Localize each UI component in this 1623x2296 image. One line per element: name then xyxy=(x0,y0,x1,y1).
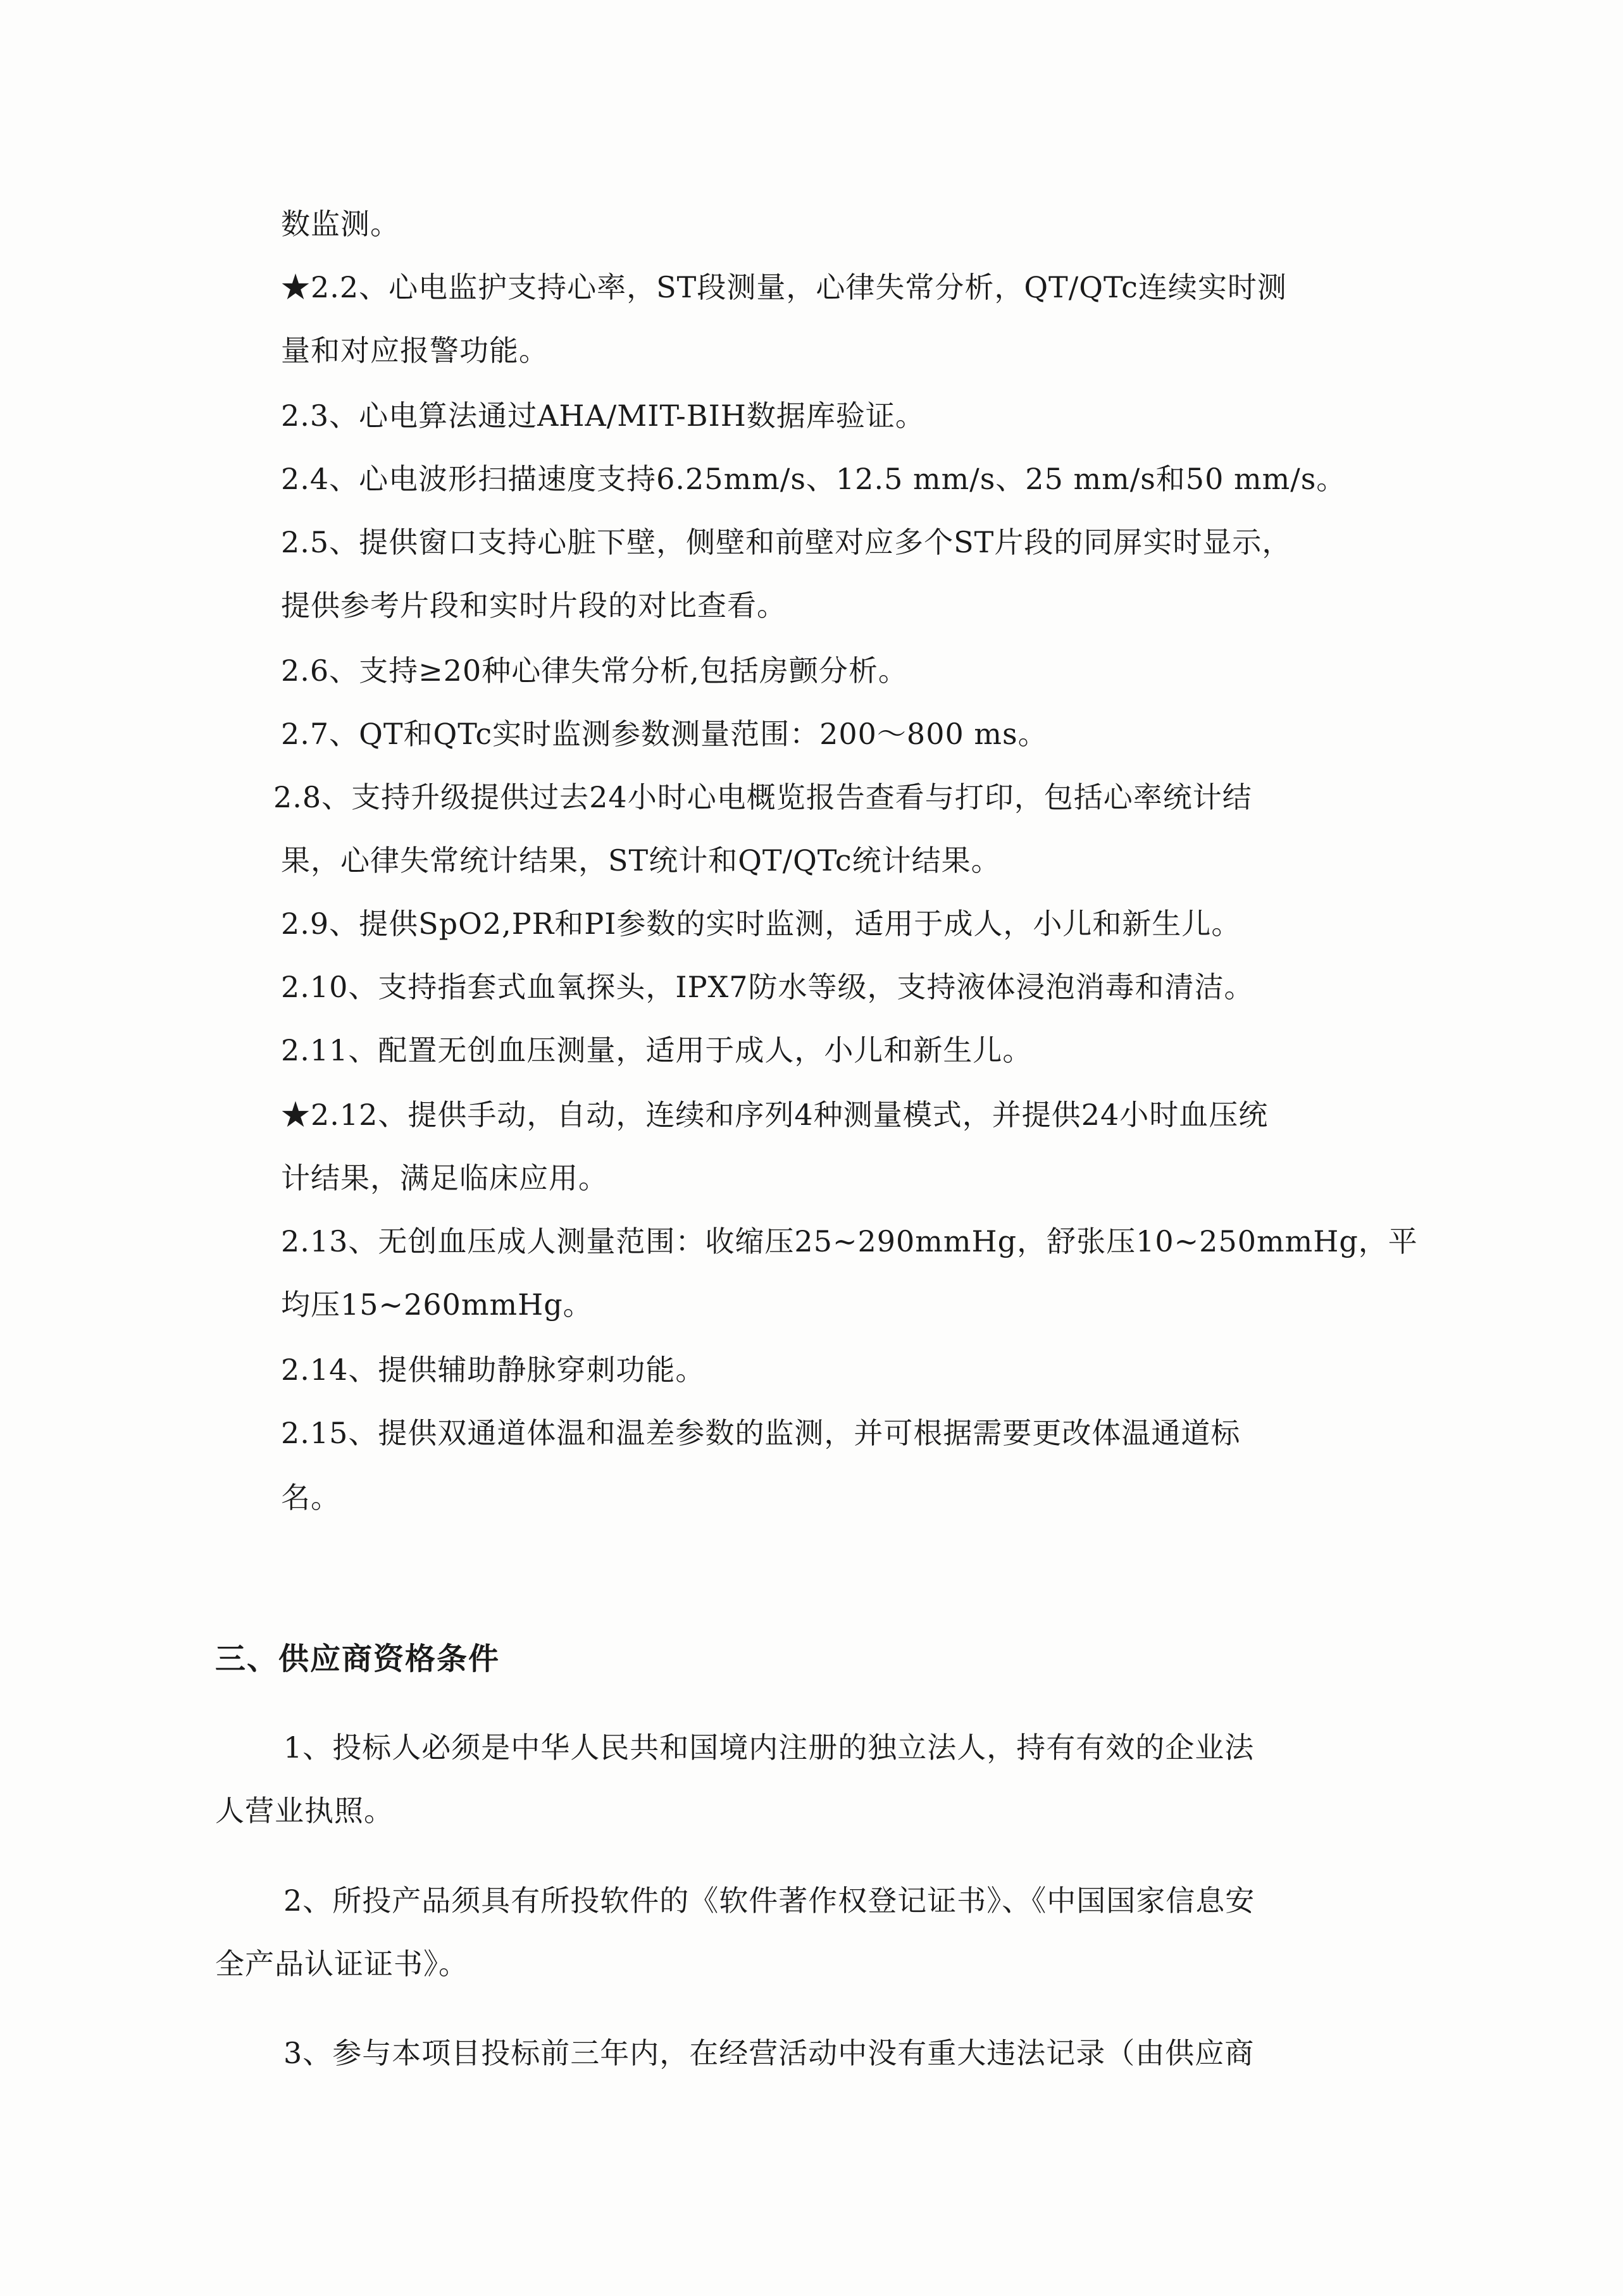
text-line: 2.14、提供辅助静脉穿刺功能。 xyxy=(281,1353,706,1387)
text-line: 2.10、支持指套式血氧探头，IPX7防水等级，支持液体浸泡消毒和清洁。 xyxy=(281,970,1254,1004)
text-line: 1、投标人必须是中华人民共和国境内注册的独立法人，持有有效的企业法 xyxy=(283,1730,1255,1765)
text-line: 2.4、心电波形扫描速度支持6.25mm/s、12.5 mm/s、25 mm/s和50 mm/s。 xyxy=(281,462,1346,496)
text-line: 2.13、无创血压成人测量范围：收缩压25~290mmHg，舒张压10~250mmHg，平 xyxy=(281,1224,1418,1258)
text-line: 计结果，满足临床应用。 xyxy=(281,1161,608,1195)
text-line: 提供参考片段和实时片段的对比查看。 xyxy=(281,588,787,623)
text-line: 2.9、提供SpO2,PR和PI参数的实时监测，适用于成人，小儿和新生儿。 xyxy=(281,907,1241,941)
text-line: ★2.2、心电监护支持心率，ST段测量，心律失常分析，QT/QTc连续实时测 xyxy=(281,270,1287,304)
text-line: 人营业执照。 xyxy=(215,1794,394,1828)
text-line: 2.8、支持升级提供过去24小时心电概览报告查看与打印，包括心率统计结 xyxy=(273,780,1252,814)
section-heading: 三、供应商资格条件 xyxy=(215,1641,501,1677)
text-line: 2.3、心电算法通过AHA/MIT-BIH数据库验证。 xyxy=(281,399,925,433)
text-line: 名。 xyxy=(281,1480,340,1515)
text-line: 均压15~260mmHg。 xyxy=(281,1288,593,1322)
text-line: 2.5、提供窗口支持心脏下壁，侧壁和前壁对应多个ST片段的同屏实时显示， xyxy=(281,525,1292,559)
text-line: 数监测。 xyxy=(281,207,400,241)
text-line: 2.7、QT和QTc实时监测参数测量范围：200～800 ms。 xyxy=(281,717,1048,751)
text-line: 全产品认证证书》。 xyxy=(215,1947,468,1981)
text-line: 果，心律失常统计结果，ST统计和QT/QTc统计结果。 xyxy=(281,843,1001,878)
text-line: 2、所投产品须具有所投软件的《软件著作权登记证书》、《中国国家信息安 xyxy=(283,1883,1255,1918)
text-line: 2.6、支持≥20种心律失常分析,包括房颤分析。 xyxy=(281,654,908,688)
text-line: ★2.12、提供手动，自动，连续和序列4种测量模式，并提供24小时血压统 xyxy=(281,1098,1269,1132)
text-line: 2.11、配置无创血压测量，适用于成人，小儿和新生儿。 xyxy=(281,1033,1033,1067)
text-line: 3、参与本项目投标前三年内，在经营活动中没有重大违法记录（由供应商 xyxy=(283,2036,1255,2070)
text-line: 量和对应报警功能。 xyxy=(281,333,549,368)
text-line: 2.15、提供双通道体温和温差参数的监测，并可根据需要更改体温通道标 xyxy=(281,1416,1241,1450)
